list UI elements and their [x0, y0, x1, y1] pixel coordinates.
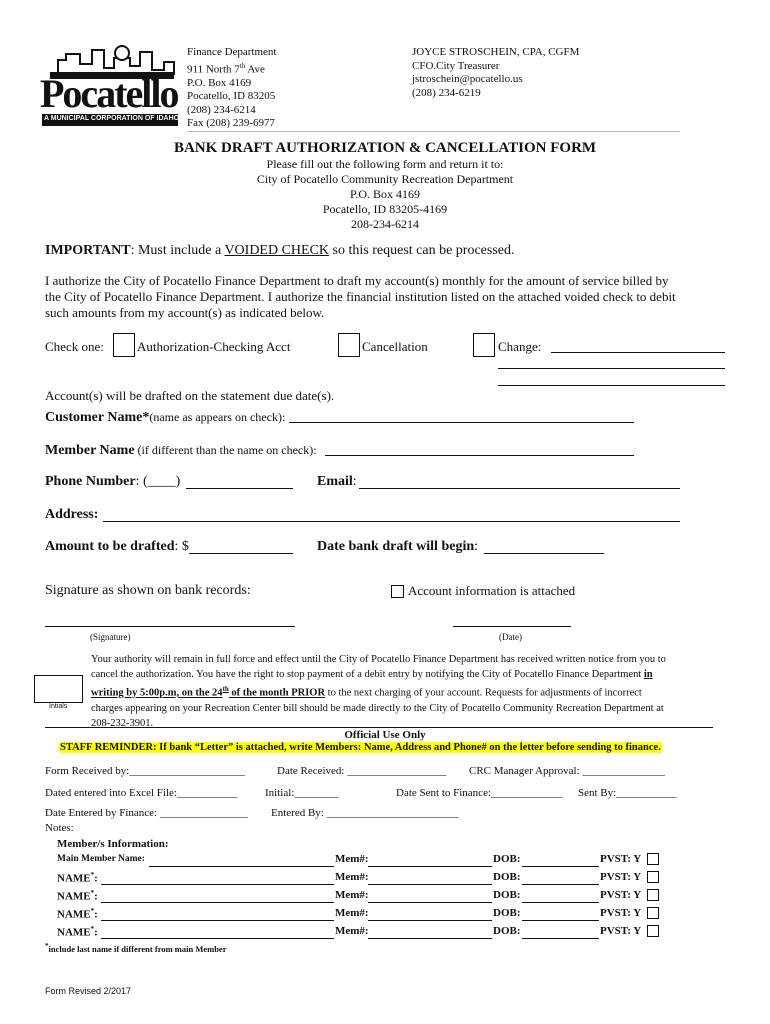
customer-name-label: Customer Name*(name as appears on check):	[45, 410, 286, 425]
mem-label: Mem#:	[335, 889, 369, 901]
treasurer-title: CFO.City Treasurer	[412, 59, 500, 72]
main-mem-field[interactable]	[368, 866, 492, 867]
dob-label: DOB:	[493, 907, 521, 919]
account-attached-label: Account information is attached	[408, 583, 576, 598]
member-row: NAME*: Mem#: DOB: PVST: Y	[57, 924, 677, 942]
authority-line-1: Your authority will remain in full force and effect until the City of Pocatello Finance Department has received written notice from you to	[91, 654, 666, 665]
member-name-field[interactable]	[101, 884, 334, 885]
return-address	[0, 157, 770, 232]
dept-po-box: P.O. Box 4169	[187, 76, 252, 89]
signature-caption: (Signature)	[90, 632, 131, 642]
member-row: NAME*: Mem#: DOB: PVST: Y	[57, 906, 677, 924]
dept-fax: Fax (208) 239-6977	[187, 117, 275, 130]
member-name-field[interactable]	[101, 920, 334, 921]
draft-date-note: Account(s) will be drafted on the statement due date(s).	[45, 388, 335, 403]
dept-city: Pocatello, ID 83205	[187, 90, 276, 103]
mem-label: Mem#:	[335, 925, 369, 937]
members-heading: Member/s Information:	[57, 838, 169, 850]
pvst-label: PVST: Y	[600, 907, 642, 919]
member-pvst-checkbox[interactable]	[647, 889, 659, 901]
member-pvst-checkbox[interactable]	[647, 871, 659, 883]
member-dob-field[interactable]	[522, 884, 599, 885]
treasurer-contact	[412, 46, 579, 100]
notes-label: Notes:	[45, 822, 74, 834]
member-name-label: Member Name (if different than the name on check):	[45, 443, 317, 458]
member-dob-field[interactable]	[522, 902, 599, 903]
treasurer-email[interactable]: jstroschein@pocatello.us	[412, 73, 523, 85]
member-row: NAME*: Mem#: DOB: PVST: Y	[57, 870, 677, 888]
staff-reminder: STAFF REMINDER: If bank “Letter” is attached, write Members: Name, Address and Phone# on the letter before sending to finance.	[60, 742, 661, 753]
email-field[interactable]	[359, 488, 680, 489]
initial-field: Initial:________	[265, 787, 339, 799]
mem-label: Mem#:	[335, 907, 369, 919]
change-option-label: Change:	[498, 339, 542, 354]
pvst-label: PVST: Y	[600, 871, 642, 883]
member-dob-field[interactable]	[522, 938, 599, 939]
official-use-heading: Official Use Only	[344, 729, 426, 741]
return-line-2: City of Pocatello Community Recreation Department	[256, 172, 514, 186]
authorization-statement	[45, 273, 676, 321]
pvst-label: PVST: Y	[600, 925, 642, 937]
authority-line-2: cancel the authorization. You have the right to stop payment of a debit entry by notifying the City of Pocatello Finance Department in	[91, 669, 653, 680]
auth-line-2: the City of Pocatello Finance Department. I authorize the financial institution listed on the attached voided check to debit	[45, 289, 676, 304]
member-row-main	[57, 852, 677, 870]
date-sent-finance: Date Sent to Finance:_____________	[396, 787, 563, 799]
name-label: NAME	[57, 908, 91, 921]
return-line-5: 208-234-6214	[351, 217, 419, 231]
phone-label: Phone Number: (____)	[45, 474, 181, 489]
dob-label: DOB:	[493, 925, 521, 937]
customer-name-field[interactable]	[289, 422, 634, 423]
authority-line-4: charges appearing on your Recreation Center bill should be made directly to the City of Pocatello Community Recreation Department at	[91, 702, 664, 714]
dated-excel-file: Dated entered into Excel File:___________	[45, 787, 238, 799]
return-line-3: P.O. Box 4169	[349, 187, 420, 201]
auth-line-1: I authorize the City of Pocatello Finance Department to draft my account(s) monthly for the amount of service billed by	[45, 273, 669, 288]
name-label: NAME	[57, 926, 91, 939]
change-line-1[interactable]	[551, 352, 725, 353]
important-label: IMPORTANT	[45, 243, 131, 258]
cancellation-checkbox[interactable]	[338, 333, 360, 357]
auth-line-3: such amounts from my account(s) as indicated below.	[45, 305, 325, 320]
check-one-label: Check one:	[45, 339, 104, 354]
name-label: NAME	[57, 890, 91, 903]
amount-field[interactable]	[189, 553, 293, 554]
member-name-field[interactable]	[325, 455, 634, 456]
dept-name: Finance Department	[187, 46, 277, 58]
date-begin-field[interactable]	[484, 553, 604, 554]
member-name-field[interactable]	[101, 938, 334, 939]
date-entered-finance: Date Entered by Finance: ________________	[45, 807, 248, 819]
finance-dept-address	[187, 46, 277, 131]
dob-label: DOB:	[493, 871, 521, 883]
dob-label: DOB:	[493, 889, 521, 901]
dept-phone: (208) 234-6214	[187, 103, 256, 116]
date-received: Date Received: __________________	[277, 765, 447, 777]
dept-street: 911 North 7th Ave	[187, 61, 265, 76]
voided-check-text: VOIDED CHECK	[224, 243, 330, 258]
amount-label: Amount to be drafted: $	[45, 539, 189, 554]
main-member-name-field[interactable]	[149, 866, 334, 867]
cancellation-option-label: Cancellation	[362, 339, 428, 354]
address-label: Address:	[45, 507, 99, 522]
crc-manager-approval: CRC Manager Approval: _______________	[469, 765, 665, 777]
return-line-4: Pocatello, ID 83205-4169	[322, 202, 448, 216]
account-attached-checkbox[interactable]	[391, 585, 404, 598]
member-pvst-checkbox[interactable]	[647, 925, 659, 937]
city-logo	[40, 44, 178, 128]
name-label: NAME	[57, 872, 91, 885]
mem-label: Mem#:	[335, 853, 369, 865]
treasurer-name: JOYCE STROSCHEIN, CPA, CGFM	[412, 46, 580, 58]
important-notice: IMPORTANT: Must include a VOIDED CHECK so this request can be processed.	[45, 243, 515, 258]
member-name-field[interactable]	[101, 902, 334, 903]
mem-label: Mem#:	[335, 871, 369, 883]
form-received-by: Form Received by:_____________________	[45, 765, 245, 777]
date-field[interactable]	[453, 626, 571, 627]
return-line-1: Please fill out the following form and return it to:	[266, 157, 504, 171]
member-row: NAME*: Mem#: DOB: PVST: Y	[57, 888, 677, 906]
form-title: BANK DRAFT AUTHORIZATION & CANCELLATION FORM	[173, 140, 597, 156]
date-begin-label: Date bank draft will begin:	[317, 539, 479, 554]
signature-label: Signature as shown on bank records:	[45, 583, 251, 598]
form-revised: Form Revised 2/2017	[45, 986, 132, 996]
member-pvst-checkbox[interactable]	[647, 907, 659, 919]
pvst-label: PVST: Y	[600, 853, 642, 865]
office-divider	[45, 727, 713, 728]
change-line-2[interactable]	[498, 368, 725, 369]
phone-field[interactable]	[186, 488, 293, 489]
authority-text	[91, 652, 666, 731]
authorization-checkbox[interactable]	[113, 333, 135, 357]
date-caption: (Date)	[499, 632, 522, 642]
member-dob-field[interactable]	[522, 920, 599, 921]
logo-tagline: A MUNICIPAL CORPORATION OF IDAHO	[44, 115, 180, 122]
logo-wordmark: Pocatello	[40, 71, 178, 116]
treasurer-phone: (208) 234-6219	[412, 86, 481, 99]
initials-box[interactable]	[34, 675, 83, 703]
authority-line-3: writing by 5:00p.m, on the 24th of the month PRIOR to the next charging of your account. Requests for adjustments of incorrect	[91, 685, 642, 699]
member-mem-field[interactable]	[368, 884, 492, 885]
email-label: Email:	[317, 474, 357, 489]
member-mem-field[interactable]	[368, 938, 492, 939]
main-member-label: Main Member Name:	[57, 854, 145, 864]
initials-caption: Intials	[49, 703, 68, 710]
pvst-label: PVST: Y	[600, 889, 642, 901]
signature-field[interactable]	[45, 626, 295, 627]
header-divider	[187, 131, 680, 132]
main-dob-field[interactable]	[522, 866, 599, 867]
change-checkbox[interactable]	[473, 333, 495, 357]
entered-by: Entered By: ________________________	[271, 807, 459, 819]
authority-line-5: 208-232-3901.	[91, 717, 154, 729]
dob-label: DOB:	[493, 853, 521, 865]
main-pvst-checkbox[interactable]	[647, 853, 659, 865]
sent-by: Sent By:___________	[578, 787, 677, 799]
address-field[interactable]	[103, 521, 680, 522]
change-line-3[interactable]	[498, 385, 725, 386]
member-mem-field[interactable]	[368, 902, 492, 903]
authorization-option-label: Authorization-Checking Acct	[137, 339, 291, 354]
member-footnote: *include last name if different from main Member	[45, 942, 227, 954]
member-mem-field[interactable]	[368, 920, 492, 921]
